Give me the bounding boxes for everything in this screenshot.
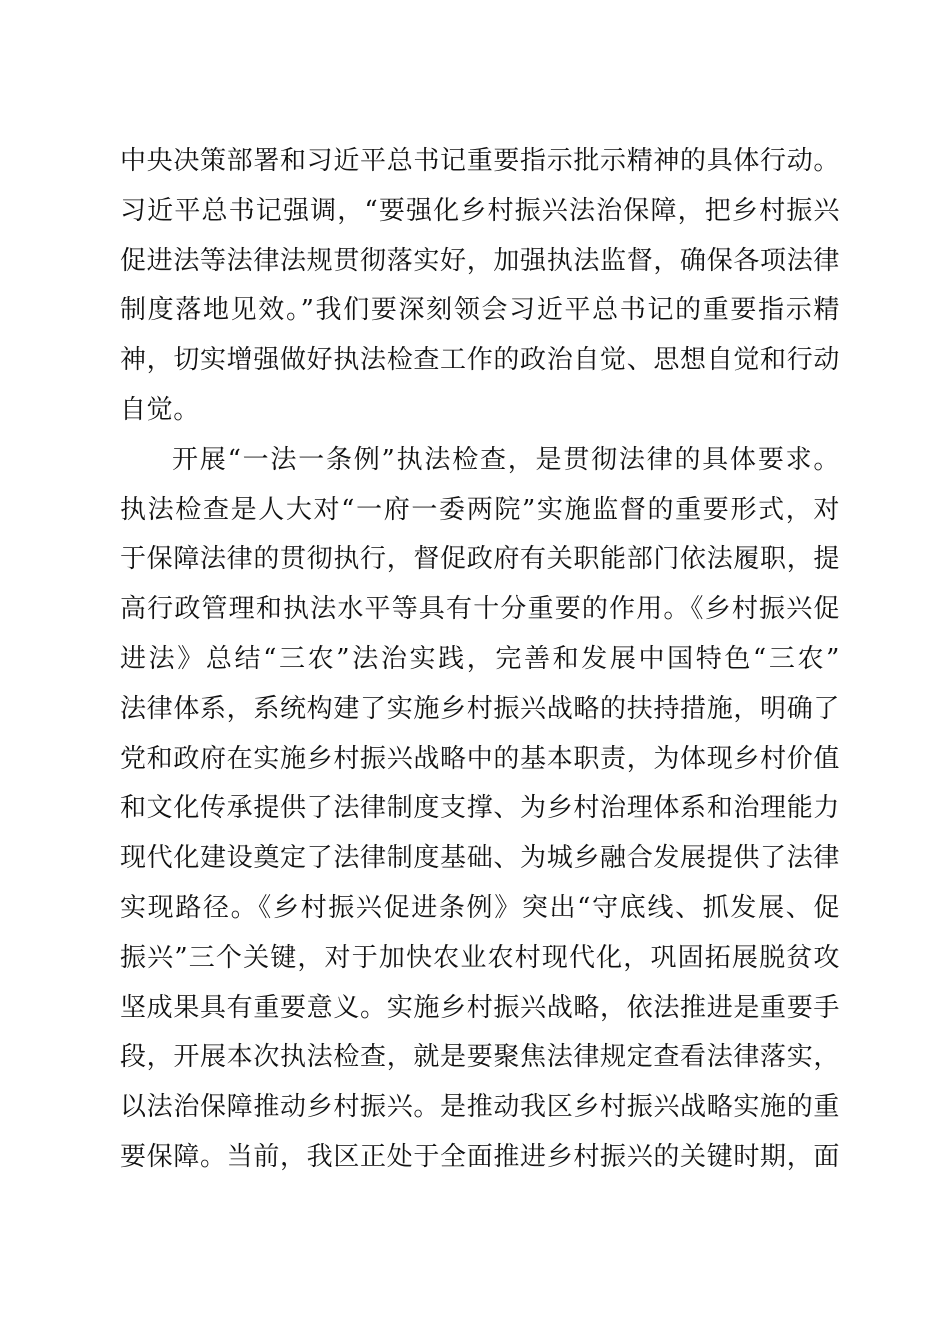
text-line: 法律体系，系统构建了实施乡村振兴战略的扶持措施，明确了: [120, 693, 840, 724]
text-line: 实现路径。《乡村振兴促进条例》突出“守底线、抓发展、促: [120, 892, 840, 923]
text-line: 振兴”三个关键，对于加快农业农村现代化，巩固拓展脱贫攻: [120, 942, 840, 973]
text-line: 制度落地见效。”我们要深刻领会习近平总书记的重要指示精: [120, 295, 840, 326]
text-line: 自觉。: [120, 394, 200, 425]
text-line: 段，开展本次执法检查，就是要聚焦法律规定查看法律落实，: [120, 1042, 840, 1073]
text-line: 以法治保障推动乡村振兴。是推动我区乡村振兴战略实施的重: [120, 1092, 840, 1123]
text-line: 高行政管理和执法水平等具有十分重要的作用。《乡村振兴促: [120, 594, 840, 625]
text-line: 和文化传承提供了法律制度支撑、为乡村治理体系和治理能力: [120, 793, 840, 824]
body-text: [120, 137, 840, 1183]
text-line: 现代化建设奠定了法律制度基础、为城乡融合发展提供了法律: [120, 843, 840, 874]
text-line: 党和政府在实施乡村振兴战略中的基本职责，为体现乡村价值: [120, 743, 840, 774]
text-line: 中央决策部署和习近平总书记重要指示批示精神的具体行动。: [120, 146, 840, 176]
paragraph-first-line: 开展“一法一条例”执法检查，是贯彻法律的具体要求。: [172, 444, 840, 475]
text-line: 要保障。当前，我区正处于全面推进乡村振兴的关键时期，面: [120, 1141, 840, 1172]
text-line: 执法检查是人大对“一府一委两院”实施监督的重要形式，对: [120, 494, 840, 525]
text-line: 坚成果具有重要意义。实施乡村振兴战略，依法推进是重要手: [120, 992, 840, 1023]
text-line: 习近平总书记强调，“要强化乡村振兴法治保障，把乡村振兴: [120, 195, 840, 226]
text-line: 进法》总结“三农”法治实践，完善和发展中国特色“三农”: [120, 643, 840, 674]
text-line: 于保障法律的贯彻执行，督促政府有关职能部门依法履职，提: [120, 544, 840, 575]
text-line: 促进法等法律法规贯彻落实好，加强执法监督，确保各项法律: [120, 245, 840, 276]
text-line: 神，切实增强做好执法检查工作的政治自觉、思想自觉和行动: [120, 345, 840, 376]
